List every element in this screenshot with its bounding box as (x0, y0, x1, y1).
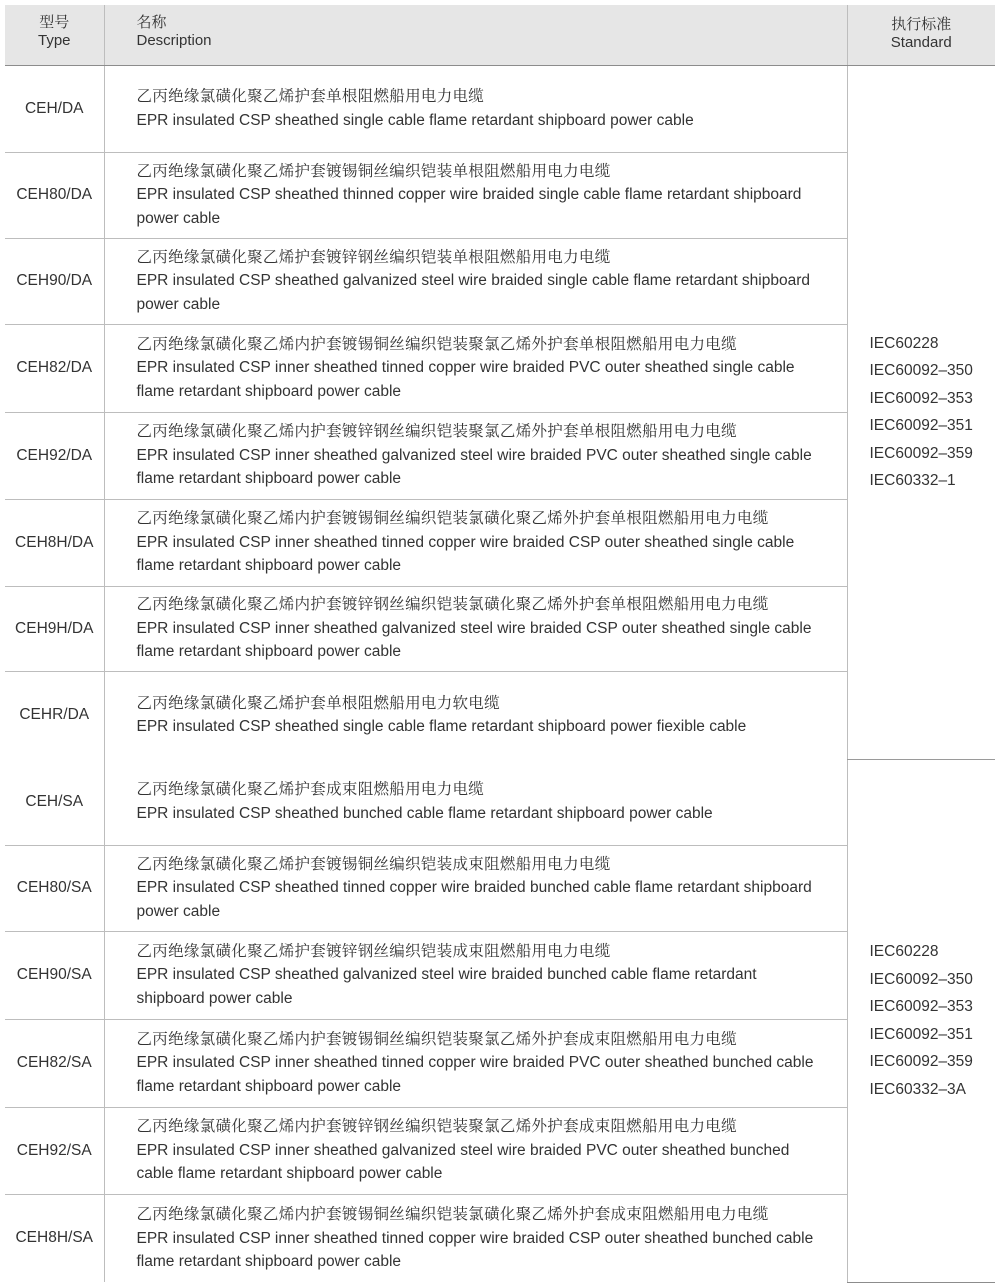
header-type (5, 5, 104, 65)
type-cell: CEH92/SA (5, 1107, 104, 1194)
type-cell: CEH80/SA (5, 845, 104, 931)
type-cell: CEH90/DA (5, 238, 104, 324)
description-cn: 乙丙绝缘氯磺化聚乙烯护套镀锌钢丝编织铠装成束阻燃船用电力电缆 (136, 942, 611, 960)
table-row (5, 845, 995, 931)
cable-spec-table (5, 5, 995, 1283)
type-cell: CEH9H/DA (5, 586, 104, 671)
table-row (5, 65, 995, 152)
standard-item: IEC60332–1 (869, 472, 956, 489)
description-en: EPR insulated CSP sheathed bunched cable flame retardant shipboard power cable (136, 804, 713, 822)
type-cell: CEH8H/SA (5, 1194, 104, 1282)
table-row (5, 499, 995, 586)
table-row (5, 412, 995, 499)
description-en: EPR insulated CSP sheathed thinned copper wire braided single cable flame retardant shipboard power cable (136, 186, 802, 227)
description-cn: 乙丙绝缘氯磺化聚乙烯内护套镀锡铜丝编织铠装聚氯乙烯外护套成束阻燃船用电力电缆 (136, 1030, 737, 1048)
standard-item: IEC60092–351 (869, 417, 973, 434)
description-en: EPR insulated CSP inner sheathed galvanized steel wire braided CSP outer sheathed single cable flame retardant shipboard power cable (136, 619, 812, 661)
cable-spec-table-wrapper (5, 5, 995, 1283)
standard-item: IEC60092–350 (869, 970, 973, 988)
group-single-cable (5, 65, 995, 759)
description-en: EPR insulated CSP sheathed galvanized steel wire braided single cable flame retardant shipboard power cable (136, 272, 811, 313)
description-cell (104, 1019, 847, 1107)
description-cell (104, 238, 847, 324)
standard-item: IEC60092–353 (869, 998, 973, 1015)
standard-item: IEC60092–353 (869, 389, 973, 407)
description-cn: 乙丙绝缘氯磺化聚乙烯内护套镀锡铜丝编织铠装氯磺化聚乙烯外护套单根阻燃船用电力电缆 (136, 510, 769, 528)
description-en: EPR insulated CSP inner sheathed tinned copper wire braided CSP outer sheathed single cable flame retardant shipboard power cable (136, 533, 795, 575)
description-cell (104, 1107, 847, 1194)
description-cell (104, 759, 847, 845)
table-row (5, 759, 995, 845)
header-desc-en: Description (136, 32, 212, 49)
description-cell (104, 1194, 847, 1282)
description-cn: 乙丙绝缘氯磺化聚乙烯内护套镀锡铜丝编织铠装聚氯乙烯外护套单根阻燃船用电力电缆 (136, 335, 737, 353)
description-cell (104, 499, 847, 586)
description-en: EPR insulated CSP inner sheathed galvanized steel wire braided PVC outer sheathed single cable flame retardant shipboard power cable (136, 446, 812, 488)
description-en: EPR insulated CSP sheathed single cable flame retardant shipboard power fiexible cable (136, 718, 747, 736)
standard-item: IEC60092–359 (869, 1053, 973, 1070)
description-cn: 乙丙绝缘氯磺化聚乙烯内护套镀锡铜丝编织铠装氯磺化聚乙烯外护套成束阻燃船用电力电缆 (136, 1206, 769, 1223)
table-header (5, 5, 995, 65)
description-cn: 乙丙绝缘氯磺化聚乙烯内护套镀锌钢丝编织铠装聚氯乙烯外护套单根阻燃船用电力电缆 (136, 423, 737, 441)
table-row (5, 1107, 995, 1194)
description-en: EPR insulated CSP inner sheathed tinned copper wire braided PVC outer sheathed bunched cable flame retardant shipboard power cable (136, 1054, 814, 1095)
header-type-en: Type (37, 32, 71, 49)
table-row (5, 1019, 995, 1107)
standard-item: IEC60332–3A (869, 1080, 967, 1098)
type-cell: CEH90/SA (5, 931, 104, 1019)
table-row (5, 324, 995, 412)
type-cell: CEH82/SA (5, 1019, 104, 1107)
description-cell (104, 65, 847, 152)
type-cell: CEH/DA (5, 65, 104, 152)
header-std-cn: 执行标准 (891, 16, 952, 33)
header-type-cn: 型号 (39, 14, 70, 31)
standard-item: IEC60228 (869, 334, 939, 352)
type-cell: CEHR/DA (5, 671, 104, 759)
description-en: EPR insulated CSP sheathed tinned copper wire braided bunched cable flame retardant shipboard power cable (136, 879, 812, 920)
description-cell (104, 152, 847, 238)
standard-item: IEC60228 (869, 943, 939, 960)
table-row (5, 586, 995, 671)
header-std-en: Standard (890, 34, 952, 51)
description-cn: 乙丙绝缘氯磺化聚乙烯护套单根阻燃船用电力软电缆 (136, 694, 500, 712)
standard-item: IEC60092–350 (869, 362, 973, 379)
description-cn: 乙丙绝缘氯磺化聚乙烯护套镀锡铜丝编织铠装成束阻燃船用电力电缆 (136, 855, 611, 873)
description-cn: 乙丙绝缘氯磺化聚乙烯内护套镀锌钢丝编织铠装聚氯乙烯外护套成束阻燃船用电力电缆 (136, 1118, 737, 1136)
table-row (5, 1194, 995, 1282)
standards-cell (847, 759, 995, 1282)
type-cell: CEH92/DA (5, 412, 104, 499)
group-bunched-cable (5, 759, 995, 1282)
description-cell (104, 931, 847, 1019)
description-cn: 乙丙绝缘氯磺化聚乙烯护套镀锡铜丝编织铠装单根阻燃船用电力电缆 (136, 162, 611, 180)
standards-cell (847, 65, 995, 759)
table-row (5, 671, 995, 759)
table-row (5, 238, 995, 324)
description-en: EPR insulated CSP sheathed galvanized steel wire braided bunched cable flame retardant shipboard power cable (136, 966, 757, 1007)
header-description (104, 5, 847, 65)
description-cell (104, 586, 847, 671)
description-cell (104, 845, 847, 931)
description-cn: 乙丙绝缘氯磺化聚乙烯护套镀锌钢丝编织铠装单根阻燃船用电力电缆 (136, 248, 611, 266)
standard-item: IEC60092–351 (869, 1025, 973, 1043)
description-en: EPR insulated CSP inner sheathed tinned copper wire braided CSP outer sheathed bunched cable flame retardant shipboard power cable (136, 1229, 814, 1270)
table-row (5, 152, 995, 238)
type-cell: CEH/SA (5, 759, 104, 845)
type-cell: CEH82/DA (5, 324, 104, 412)
description-cell (104, 671, 847, 759)
type-cell: CEH80/DA (5, 152, 104, 238)
description-cell (104, 324, 847, 412)
description-en: EPR insulated CSP inner sheathed galvanized steel wire braided PVC outer sheathed bunched cable flame retardant shipboard power cable (136, 1141, 790, 1183)
description-cn: 乙丙绝缘氯磺化聚乙烯内护套镀锌钢丝编织铠装氯磺化聚乙烯外护套单根阻燃船用电力电缆 (136, 596, 769, 614)
description-cell (104, 412, 847, 499)
description-en: EPR insulated CSP sheathed single cable flame retardant shipboard power cable (136, 111, 694, 129)
description-cn: 乙丙绝缘氯磺化聚乙烯护套单根阻燃船用电力电缆 (136, 88, 485, 105)
standard-item: IEC60092–359 (869, 444, 973, 462)
type-cell: CEH8H/DA (5, 499, 104, 586)
header-desc-cn: 名称 (136, 14, 167, 31)
header-standard (847, 5, 995, 65)
description-cn: 乙丙绝缘氯磺化聚乙烯护套成束阻燃船用电力电缆 (136, 781, 485, 799)
description-en: EPR insulated CSP inner sheathed tinned copper wire braided PVC outer sheathed single cable flame retardant shipboard power cable (136, 359, 795, 400)
table-row (5, 931, 995, 1019)
